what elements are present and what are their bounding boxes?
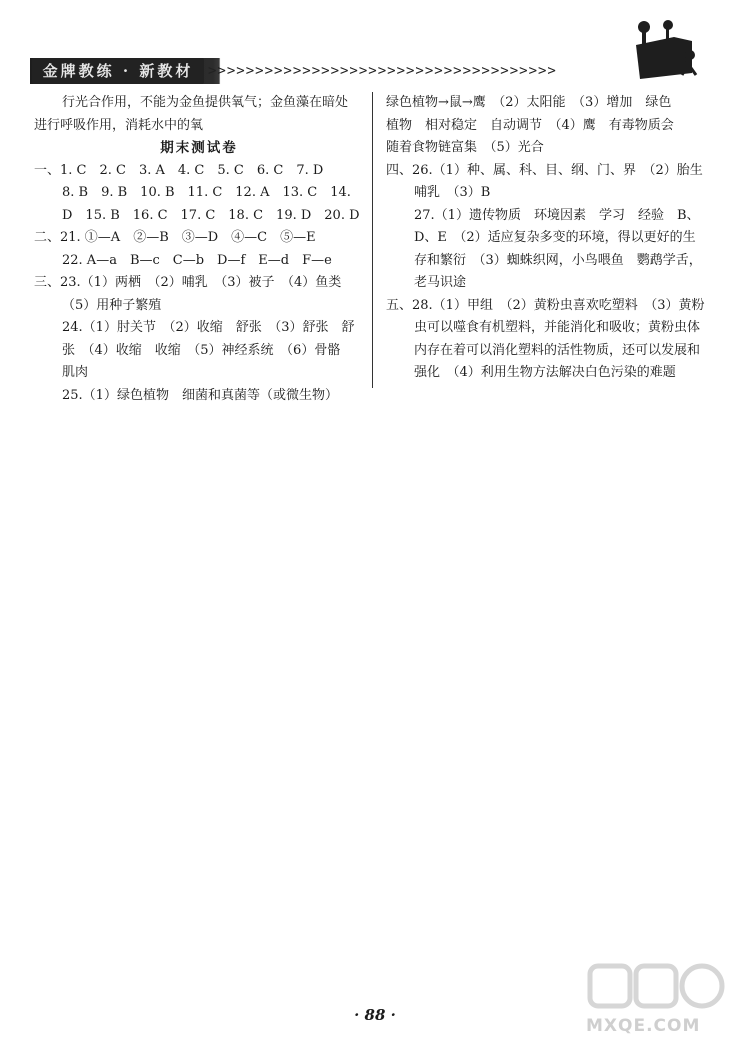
answer-line: D 15. B 16. C 17. C 18. C 19. D 20. D <box>62 207 360 223</box>
header-title: 金牌教练 · 新教材 <box>32 58 204 84</box>
answer-line: 行光合作用，不能为金鱼提供氧气；金鱼藻在暗处 <box>62 95 349 110</box>
right-column <box>386 92 706 385</box>
answer-line: 强化 （4）利用生物方法解决白色污染的难题 <box>414 365 676 380</box>
left-column <box>34 92 364 407</box>
section-title: 期末测试卷 <box>160 140 238 156</box>
page-number: · 88 · <box>354 1006 396 1024</box>
answer-line: 五、28.（1）甲组 （2）黄粉虫喜欢吃塑料 （3）黄粉 <box>386 297 705 313</box>
answer-line: 内存在着可以消化塑料的活性物质，还可以发展和 <box>414 342 701 358</box>
answer-line: 27.（1）遗传物质 环境因素 学习 经验 B、 <box>414 207 700 223</box>
answer-line: 四、26.（1）种、属、科、目、纲、门、界 （2）胎生 <box>386 162 703 178</box>
answer-line: 张 （4）收缩 收缩 （5）神经系统 （6）骨骼 <box>62 342 341 358</box>
answer-line: 哺乳 （3）B <box>414 185 491 200</box>
answer-line: 随着食物链富集 （5）光合 <box>386 140 544 155</box>
header-arrows: >>>>>>>>>>>>>>>>>>>>>>>>>>>>>>>>>>>>> <box>208 63 557 79</box>
watermark-text: MXQE.COM <box>586 1016 701 1036</box>
answer-line: （5）用种子繁殖 <box>62 297 162 313</box>
answer-line: 24.（1）肘关节 （2）收缩 舒张 （3）舒张 舒 <box>62 320 355 335</box>
answer-line: 25.（1）绿色植物 细菌和真菌等（或微生物） <box>62 387 338 403</box>
cartoon-logo-icon <box>630 15 700 85</box>
column-divider <box>372 92 373 388</box>
answer-line: 22. A—a B—c C—b D—f E—d F—e <box>62 252 332 268</box>
answer-line: 植物 相对稳定 自动调节 （4）鹰 有毒物质会 <box>386 117 674 133</box>
answer-line: 8. B 9. B 10. B 11. C 12. A 13. C 14. <box>62 185 351 200</box>
answer-line: 存和繁衍 （3）蜘蛛织网，小鸟喂鱼 鹦鹉学舌， <box>414 252 702 268</box>
answer-line: D、E （2）适应复杂多变的环境，得以更好的生 <box>414 230 696 245</box>
answer-line: 三、23.（1）两栖 （2）哺乳 （3）被子 （4）鱼类 <box>34 275 342 290</box>
answer-line: 老马识途 <box>414 275 467 290</box>
answer-line: 一、1. C 2. C 3. A 4. C 5. C 6. C 7. D <box>34 162 324 178</box>
answer-line: 二、21. ①—A ②—B ③—D ④—C ⑤—E <box>34 230 316 245</box>
answer-line: 进行呼吸作用，消耗水中的氧 <box>34 117 204 133</box>
answer-line: 虫可以噬食有机塑料，并能消化和吸收；黄粉虫体 <box>414 320 701 335</box>
answer-line: 肌肉 <box>62 365 89 380</box>
answer-line: 绿色植物→鼠→鹰 （2）太阳能 （3）增加 绿色 <box>386 95 672 110</box>
